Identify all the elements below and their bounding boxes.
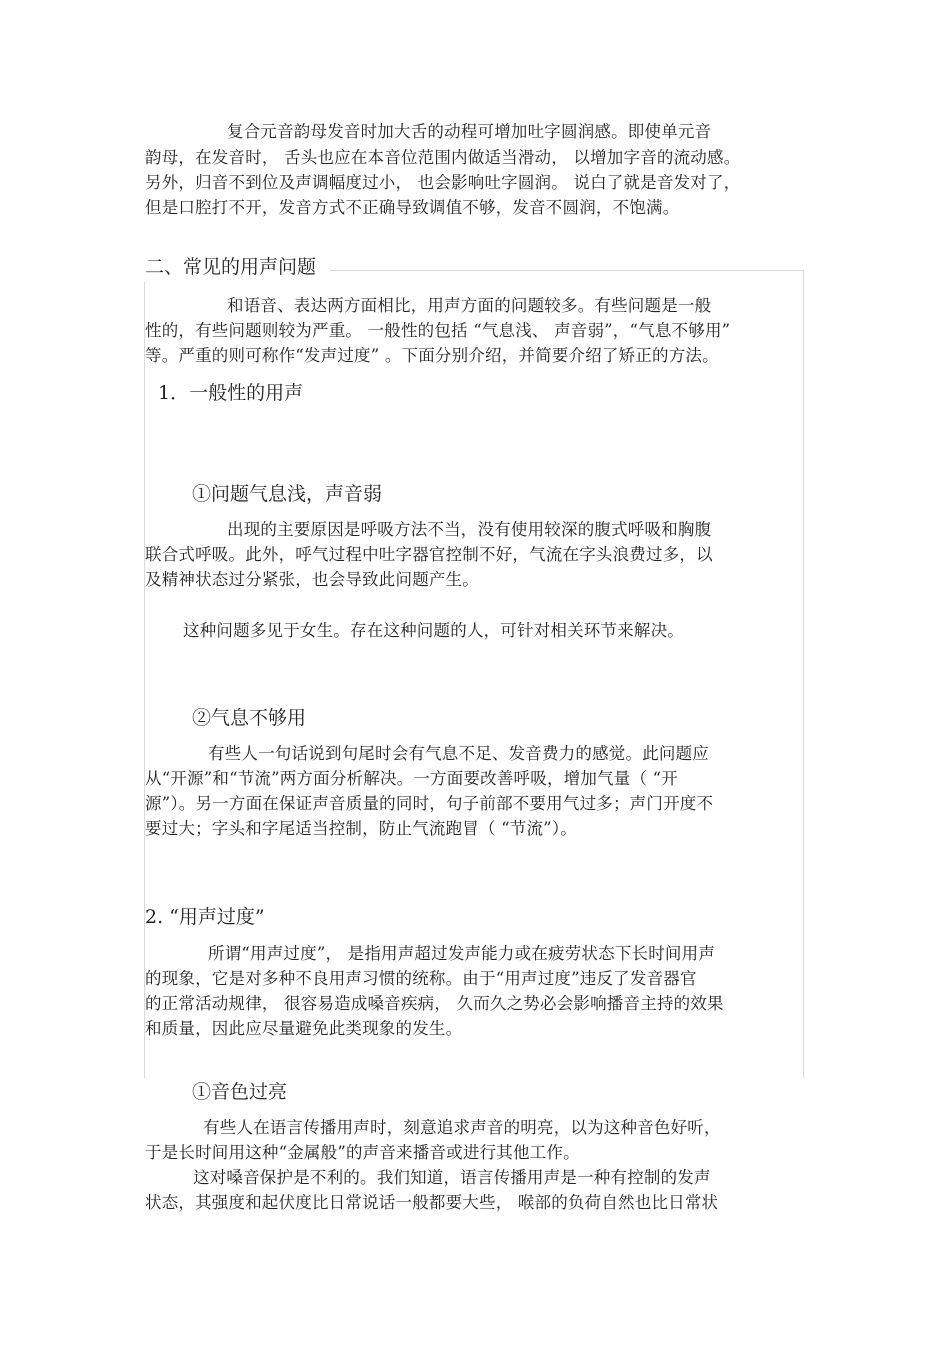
note-line: 这种问题多见于女生。存在这种问题的人，可针对相关环节来解决。 — [183, 621, 684, 640]
text-line: 联合式呼吸。此外，呼气过程中吐字器官控制不好，气流在字头浪费过多，以 — [145, 545, 713, 564]
item-heading: ②气息不够用 — [192, 707, 307, 729]
text-line: 源”）。另一方面在保证声音质量的同时，句子前部不要用气过多；声门开度不 — [145, 794, 714, 813]
text-line: 于是长时间用这种“金属般”的声音来播音或进行其他工作。 — [145, 1143, 580, 1162]
section-heading: 二、常见的用声问题 — [145, 256, 317, 278]
box-right-border — [803, 270, 804, 1078]
subsection-heading: 2. “用声过度” — [145, 906, 265, 928]
text-line: 从“开源”和“节流”两方面分析解决。一方面要改善呼吸，增加气量（ “开 — [145, 769, 678, 788]
item-heading: ①问题气息浅，声音弱 — [192, 483, 383, 505]
text-line: 另外，归音不到位及声调幅度过小， 也会影响吐字圆润。 说白了就是音发对了， — [145, 173, 741, 192]
text-line: 状态，其强度和起伏度比日常说话一般都要大些， 喉部的负荷自然也比日常状 — [145, 1193, 719, 1212]
text-line: 所谓“用声过度”， 是指用声超过发声能力或在疲劳状态下长时间用声 — [208, 944, 716, 963]
text-line: 及精神状态过分紧张，也会导致此问题产生。 — [145, 570, 479, 589]
text-line: 但是口腔打不开，发音方式不正确导致调值不够，发音不圆润，不饱满。 — [145, 198, 680, 217]
text-line: 这对嗓音保护是不利的。我们知道，语言传播用声是一种有控制的发声 — [193, 1168, 711, 1187]
text-line: 韵母，在发音时， 舌头也应在本音位范围内做适当滑动， 以增加字音的流动感。 — [145, 148, 741, 167]
text-line: 和语音、表达两方面相比，用声方面的问题较多。有些问题是一般 — [227, 296, 712, 315]
text-line: 的现象，它是对多种不良用声习惯的统称。由于“用声过度”违反了发音器官 — [145, 969, 697, 988]
item-heading: ①音色过亮 — [192, 1081, 288, 1103]
box-top-border — [330, 270, 804, 271]
text-line: 复合元音韵母发音时加大舌的动程可增加吐字圆润感。即使单元音 — [227, 122, 712, 141]
text-line: 的正常活动规律， 很容易造成嗓音疾病， 久而久之势必会影响播音主持的效果 — [145, 994, 724, 1013]
subsection-heading: 1．一般性的用声 — [158, 382, 304, 404]
box-left-border — [144, 282, 145, 1078]
text-line: 要过大；字头和字尾适当控制，防止气流跑冒（ “节流”）。 — [145, 819, 577, 838]
text-line: 有些人一句话说到句尾时会有气息不足、发音费力的感觉。此问题应 — [208, 744, 709, 763]
text-line: 和质量，因此应尽量避免此类现象的发生。 — [145, 1019, 463, 1038]
text-line: 有些人在语言传播用声时，刻意追求声音的明亮，以为这种音色好听， — [203, 1118, 721, 1137]
text-line: 性的，有些问题则较为严重。 一般性的包括 “气息浅、 声音弱”，“气息不够用” — [145, 321, 731, 340]
text-line: 出现的主要原因是呼吸方法不当，没有使用较深的腹式呼吸和胸腹 — [227, 520, 712, 539]
text-line: 等。严重的则可称作“发声过度” 。下面分别介绍，并简要介绍了矫正的方法。 — [145, 346, 719, 365]
